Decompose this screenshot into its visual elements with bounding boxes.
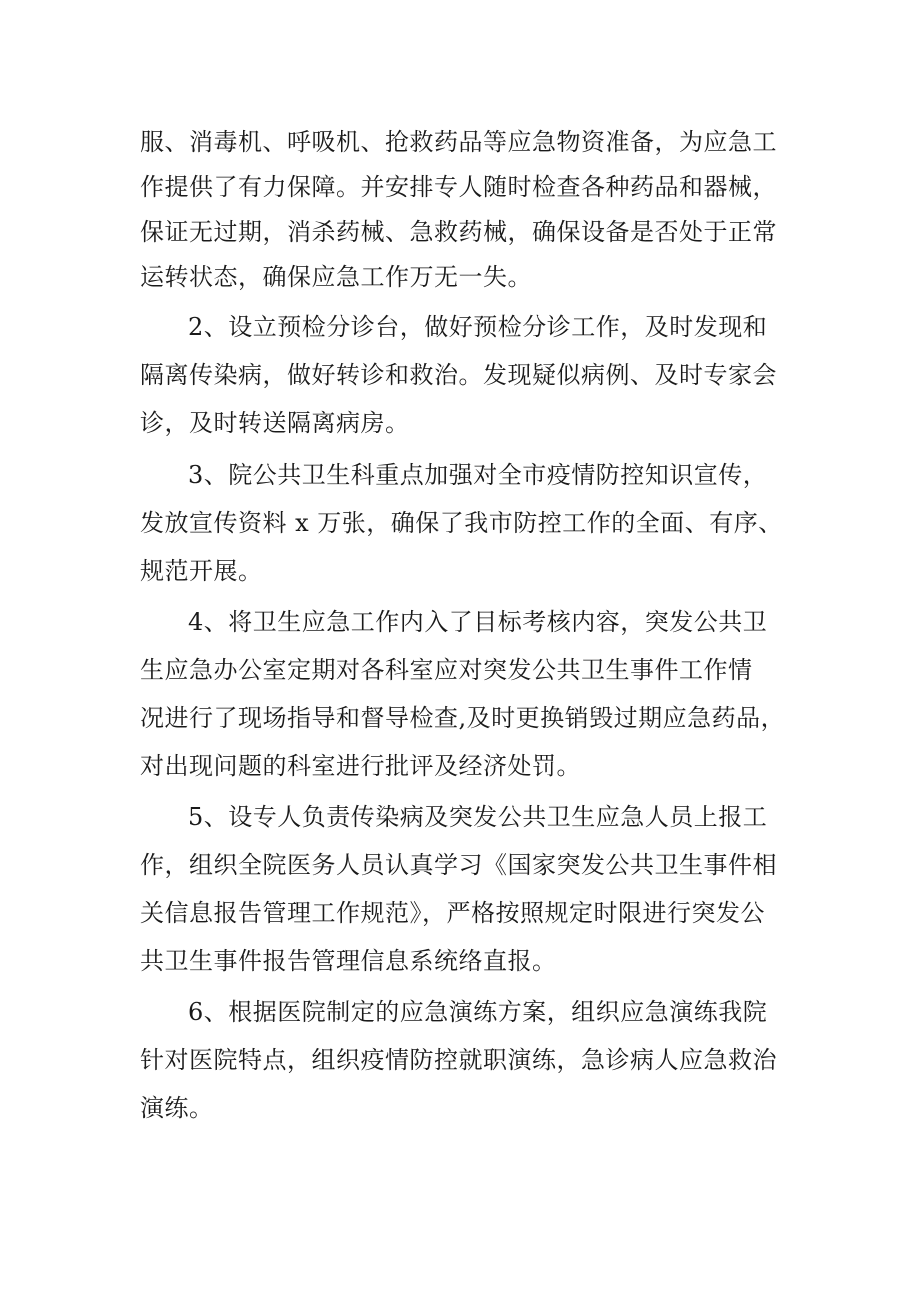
text-line: 诊，及时转送隔离病房。 [140, 409, 410, 437]
text-line: 演练。 [140, 1094, 214, 1122]
text-line: 共卫生事件报告管理信息系统络直报。 [140, 947, 557, 975]
text-line: 隔离传染病，做好转诊和救治。发现疑似病例、及时专家会 [140, 361, 777, 389]
paragraph-start-line: 2、设立预检分诊台，做好预检分诊工作，及时发现和 [188, 313, 768, 341]
text-line: 规范开展。 [140, 557, 263, 585]
paragraph-start-line: 4、将卫生应急工作内入了目标考核内容，突发公共卫 [188, 608, 768, 636]
text-line: 运转状态，确保应急工作万无一失。 [140, 263, 532, 291]
text-line: 关信息报告管理工作规范》，严格按照规定时限进行突发公 [140, 899, 765, 927]
paragraph-start-line: 6、根据医院制定的应急演练方案，组织应急演练我院 [188, 998, 768, 1026]
text-line: 对出现问题的科室进行批评及经济处罚。 [140, 752, 581, 780]
text-line: 生应急办公室定期对各科室应对突发公共卫生事件工作情 [140, 656, 753, 684]
text-line: 作提供了有力保障。并安排专人随时检查各种药品和器械， [140, 173, 777, 201]
paragraph-start-line: 5、设专人负责传染病及突发公共卫生应急人员上报工 [188, 803, 768, 831]
text-line: 况进行了现场指导和督导检查,及时更换销毁过期应急药品， [140, 704, 786, 732]
text-line: 保证无过期，消杀药械、急救药械，确保设备是否处于正常 [140, 218, 777, 246]
text-line: 发放宣传资料 x 万张，确保了我市防控工作的全面、有序、 [140, 509, 783, 537]
text-line: 作，组织全院医务人员认真学习《国家突发公共卫生事件相 [140, 851, 777, 879]
text-line: 服、消毒机、呼吸机、抢救药品等应急物资准备，为应急工 [140, 128, 777, 156]
paragraph-start-line: 3、院公共卫生科重点加强对全市疫情防控知识宣传， [188, 461, 768, 489]
text-line: 针对医院特点，组织疫情防控就职演练，急诊病人应急救治 [140, 1046, 777, 1074]
